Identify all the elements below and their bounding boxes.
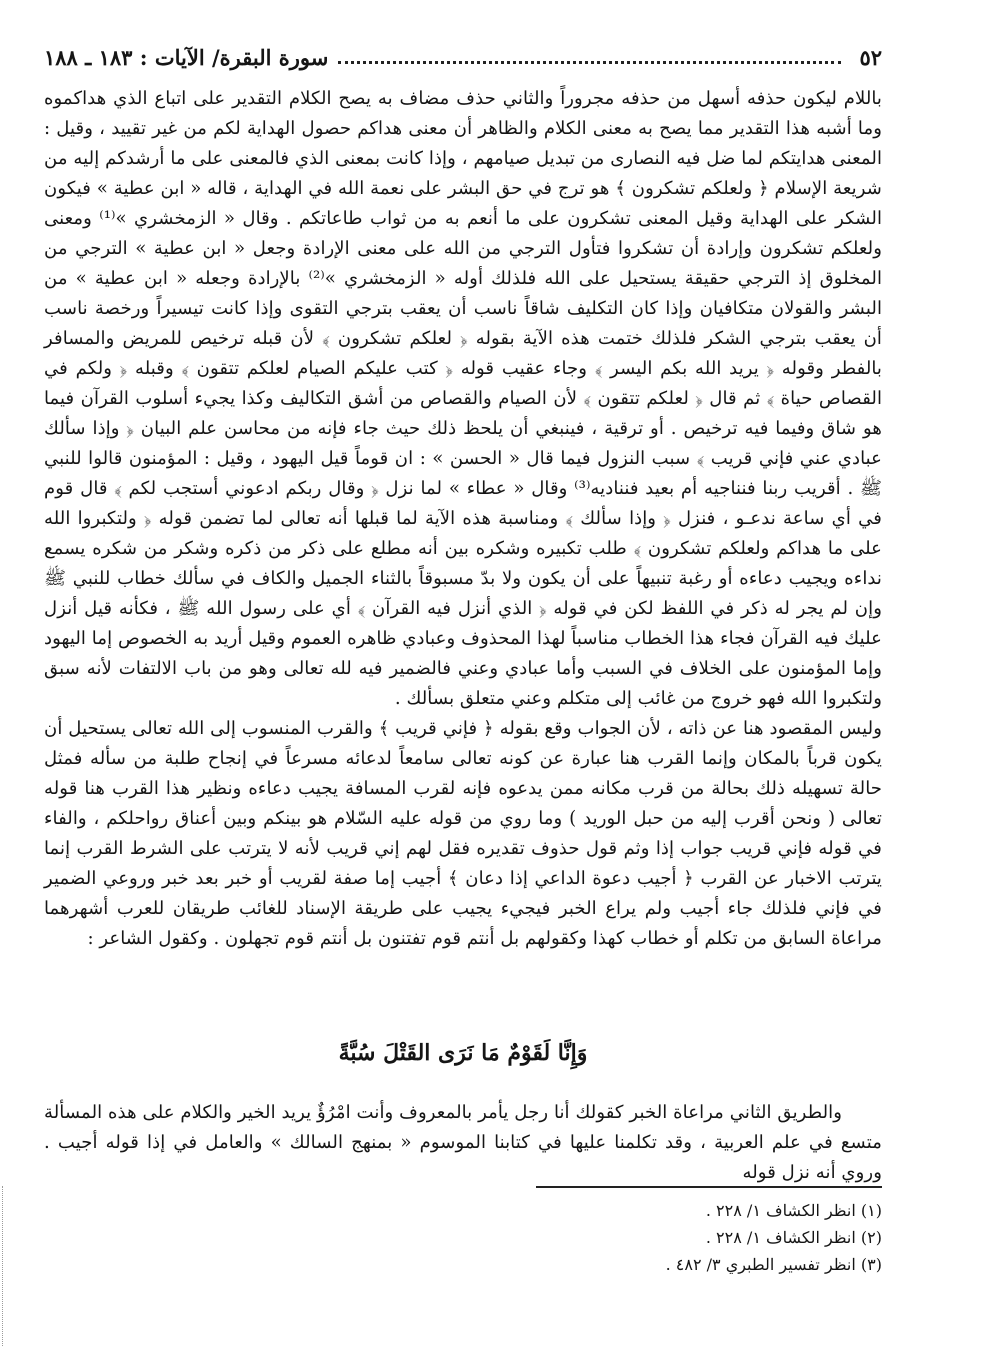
poetry-verse: وَإِنَّا لَقَوْمٌ مَا نَرَى القَتْلَ سُبَّةً bbox=[338, 1040, 588, 1066]
footnotes bbox=[44, 1197, 882, 1278]
footnote: (١) انظر الكشاف ١/ ٢٢٨ . bbox=[705, 1201, 882, 1220]
scan-edge-marks bbox=[2, 1186, 6, 1346]
paragraph: باللام ليكون حذفه أسهل من حذفه مجروراً والثاني حذف مضاف به يصح الكلام التقدير على اتباع الذي هداكموه وما أشبه هذا التقدير مما يصح به معنى الكلام والظاهر أن معنى هداكم حصول الهداية لكم من غير تقييد ، وقيل : المعنى هدايتكم لما ضل فيه النصارى من تبديل صيامهم ، وإذا كانت بمعنى الذي فالمعنى على ما أرشدكم إليه من شريعة الإسلام ﴿ ولعلكم تشكرون ﴾ هو ترج في حق البشر على نعمة الله في الهداية ، قاله « ابن عطية » فيكون الشكر على الهداية وقيل المعنى تشكرون على ما أنعم به من ثواب طاعاتكم . وقال « الزمخشري »⁽¹⁾ ومعنى ولعلكم تشكرون وإرادة أن تشكروا فتأول الترجي من الله على معنى الإرادة وجعل « ابن عطية » الترجي من المخلوق إذ الترجي حقيقة يستحيل على الله فلذلك أوله « الزمخشري »⁽²⁾ بالإرادة وجعله « ابن عطية » من البشر والقولان متكافيان وإذا كان التكليف شاقاً ناسب أن يعقب بترجي التقوى وإذا كانت تيسيراً ورخصة ناسب أن يعقب بترجي الشكر فلذلك ختمت هذه الآية بقوله ﴿ لعلكم تشكرون ﴾ لأن قبله ترخيص للمريض والمسافر بالفطر وقوله ﴿ يريد الله بكم اليسر ﴾ وجاء عقيب قوله ﴿ كتب عليكم الصيام لعلكم تتقون ﴾ وقبله ﴿ ولكم في القصاص حياة ﴾ ثم قال ﴿ لعلكم تتقون ﴾ لأن الصيام والقصاص من أشق التكاليف وكذا يجيء أسلوب القرآن فيما هو شاق وفيما فيه ترخيص . أو ترقية ، فينبغي أن يلحظ ذلك حيث جاء فإنه من محاسن علم البيان ﴿ وإذا سألك عبادي عني فإني قريب ﴾ سبب النزول فيما قال « الحسن » : ان قوماً قيل اليهود ، وقيل : المؤمنون قالوا للنبي ﷺ . أقريب ربنا فنناجيه أم بعيد فنناديه⁽³⁾ وقال « عطاء » لما نزل ﴿ وقال ربكم ادعوني أستجب لكم ﴾ قال قوم في أي ساعة ندعـو ، فنزل ﴿ وإذا سألك ﴾ ومناسبة هذه الآية لما قبلها أنه تعالى لما تضمن قوله ﴿ ولتكبروا الله على ما هداكم ولعلكم تشكرون ﴾ طلب تكبيره وشكره بين أنه مطلع على ذكر من ذكره وشكر من شكره يسمع نداءه ويجيب دعاءه أو رغبة تنبيهاً على أن يكون ولا بدّ مسبوقاً بالثناء الجميل والكاف في سألك خطاب للنبي ﷺ وإن لم يجر له ذكر في اللفظ لكن في قوله ﴿ الذي أنزل فيه القرآن ﴾ أي على رسول الله ﷺ ، فكأنه قيل أنزل عليك فيه القرآن فجاء هذا الخطاب مناسباً لهذا المحذوف وعبادي ظاهره العموم وقيل أريد به الخصوص إما اليهود وإما المؤمنون على الخلاف في السبب وأما عبادي وعني فالضمير فيه لله تعالى وهو من باب الالتفات لأنه سبق ولتكبروا الله فهو خروج من غائب إلى متكلم وعني متعلق بسألك . bbox=[44, 88, 883, 709]
main-text bbox=[44, 84, 882, 954]
running-title: سورة البقرة/ الآيات : ١٨٣ ـ ١٨٨ bbox=[44, 44, 329, 70]
footnote-separator bbox=[536, 1186, 882, 1188]
footnote: (٢) انظر الكشاف ١/ ٢٢٨ . bbox=[705, 1228, 882, 1247]
header-dotted-leader bbox=[338, 61, 841, 64]
page-header bbox=[44, 40, 882, 74]
main-text-continued bbox=[44, 1098, 882, 1188]
paragraph: والطريق الثاني مراعاة الخبر كقولك أنا رجل يأمر بالمعروف وأنت امْرُؤٌ يريد الخير والكلام على هذه المسألة متسع في علم العربية ، وقد تكلمنا عليها في كتابنا الموسوم « بمنهج السالك » والعامل في إذا قوله أجيب . وروي أنه نزل قوله bbox=[44, 1102, 882, 1183]
paragraph: وليس المقصود هنا عن ذاته ، لأن الجواب وقع بقوله ﴿ فإني قريب ﴾ والقرب المنسوب إلى الله تعالى يستحيل أن يكون قرباً بالمكان وإنما القرب هنا عبارة عن كونه تعالى سامعاً لدعائه مسرعاً في إنجاح طلبة من سأله فمثل حالة تسهيله ذلك بحالة من قرب مكانه ممن يدعوه فإنه لقرب المسافة يجيب دعاءه ونظير هذا القرب هنا قوله تعالى ( ونحن أقرب إليه من حبل الوريد ) وما روي من قوله عليه السّلام هو بينكم وبين أعناق رواحلكم ، والفاء في قوله فإني قريب جواب إذا وثم قول حذوف تقديره فقل لهم إني قريب لأنه لا يترتب على الشرط القرب إنما يترتب الاخبار عن القرب ﴿ أجيب دعوة الداعي إذا دعان ﴾ أجيب إما صفة لقريب أو خبر بعد خبر وروعي الضمير في فإني فلذلك جاء أجيب ولم يراع الخبر فيجيء يجيب على طريقة الإسناد للغائب طريقان للعرب أشهرهما مراعاة السابق من تكلم أو خطاب كهذا وكقولهم بل أنتم قوم تفتنون بل أنتم قوم تجهلون . وكقول الشاعر : bbox=[44, 718, 882, 949]
footnote: (٣) انظر تفسير الطبري ٣/ ٤٨٢ . bbox=[665, 1255, 882, 1274]
page-number: ٥٢ bbox=[859, 44, 882, 70]
